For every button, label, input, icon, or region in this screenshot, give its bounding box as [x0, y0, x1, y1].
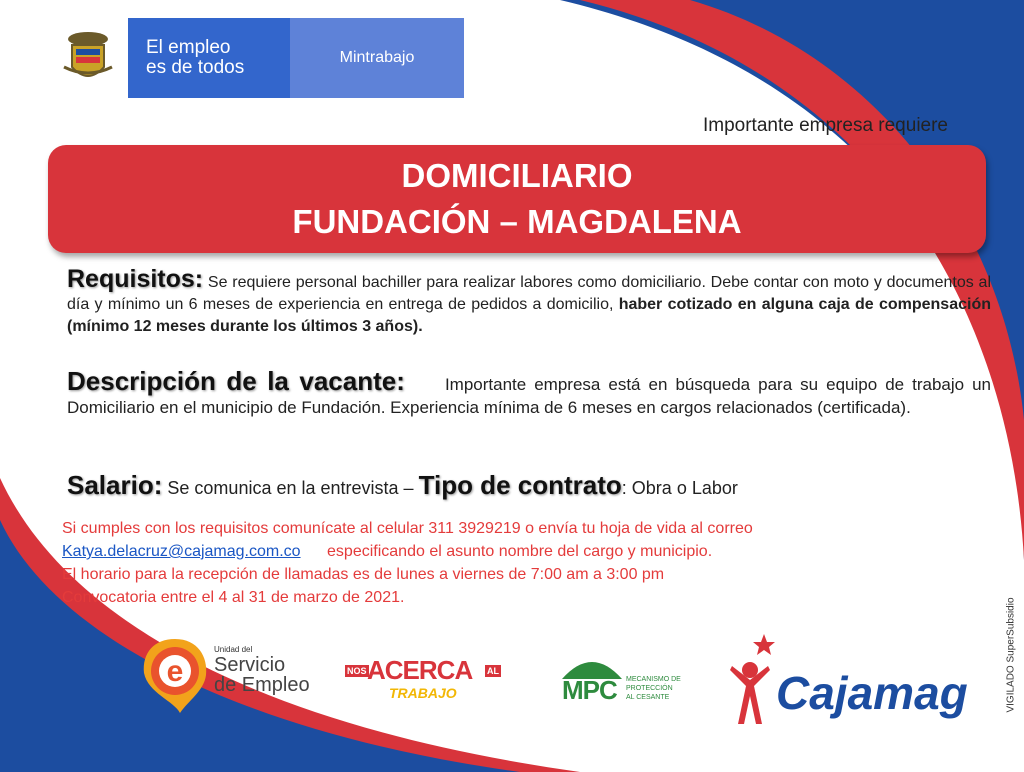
- intro-text: Importante empresa requiere: [702, 115, 948, 136]
- cajamag-figure-icon: [722, 630, 782, 730]
- vigilado-badge: [1001, 580, 1021, 730]
- servicio-small-text: Unidad del: [214, 645, 253, 654]
- gov-logo: [48, 18, 464, 98]
- requirements-text: Se requiere personal bachiller para realizar labores como domiciliario. Debe contar con moto y documentos al día y mínimo un 6 meses de experiencia en entrega de pedidos a domicilio,: [67, 274, 991, 313]
- servicio-empleo-logo: [140, 635, 330, 715]
- nos-acerca-logo: [345, 655, 505, 705]
- requirements-section: Requisitos: Se requiere personal bachiller para realizar labores como domiciliario. Debe contar con moto y documentos al día y mínimo un 6 meses de experiencia en entrega de pedidos a domicilio, haber cotizado en alguna caja de compensación (mínimo 12 meses durante los últimos 3 años).: [67, 265, 991, 335]
- salary-text: Se comunica en la entrevista –: [167, 478, 414, 498]
- mpc-line1: MECANISMO DE: [626, 676, 681, 683]
- description-heading: Descripción de la vacante:: [67, 366, 405, 396]
- contact-line3: El horario para la recepción de llamadas es de lunes a viernes de 7:00 am a 3:00 pm: [62, 566, 665, 583]
- requirements-bold-text: haber cotizado en alguna caja de compensación (mínimo 12 meses durante los últimos 3 años).: [67, 296, 991, 335]
- acerca-sub: TRABAJO: [389, 685, 457, 701]
- contact-line4: Convocatoria entre el 4 al 31 de marzo de 2021.: [62, 589, 405, 606]
- coat-of-arms-icon: [48, 18, 128, 98]
- gov-slogan-line1: El empleo: [146, 37, 231, 58]
- servicio-empleo-icon: [140, 635, 210, 715]
- acerca-al: AL: [487, 666, 499, 676]
- cajamag-logo: [722, 630, 998, 730]
- ministry-label: Mintrabajo: [290, 18, 464, 98]
- svg-text:e: e: [166, 655, 184, 688]
- contract-text: Obra o Labor: [631, 478, 738, 498]
- salary-heading: Salario: [67, 470, 154, 500]
- mpc-logo: [560, 645, 690, 715]
- cajamag-wordmark: Cajamag: [776, 667, 968, 719]
- mpc-abbr: MPC: [562, 675, 617, 705]
- description-text: Importante empresa está en búsqueda para su equipo de trabajo un Domiciliario en el municipio de Fundación. Experiencia mínima de 6 meses en cargos relacionados (certificada).: [67, 375, 992, 417]
- job-title-banner: [48, 145, 986, 253]
- gov-slogan: [128, 18, 290, 98]
- contract-heading: Tipo de contrato: [418, 470, 622, 500]
- description-section: [67, 366, 992, 419]
- servicio-line1: Servicio: [214, 654, 286, 676]
- email-link[interactable]: Katya.delacruz@cajamag.com.co: [62, 543, 301, 560]
- mpc-line3: AL CESANTE: [626, 694, 670, 701]
- gov-slogan-line2: es de todos: [146, 57, 245, 78]
- vigilado-text: VIGILADO SuperSubsidio: [1005, 597, 1017, 713]
- requirements-heading: Requisitos: [67, 265, 195, 293]
- mpc-text: [626, 675, 681, 702]
- servicio-line2: de Empleo: [214, 674, 310, 696]
- contact-line1: Si cumples con los requisitos comunícate al celular 311 3929219 o envía tu hoja de vida al correo: [62, 520, 753, 537]
- contact-section: [62, 517, 962, 609]
- mpc-line2: PROTECCIÓN: [626, 685, 673, 692]
- contact-line2: especificando el asunto nombre del cargo y municipio.: [327, 543, 713, 560]
- salary-section: Salario: Se comunica en la entrevista – Tipo de contrato: Obra o Labor: [67, 470, 738, 500]
- acerca-nos: NOS: [347, 666, 367, 676]
- job-location: FUNDACIÓN – MAGDALENA: [292, 203, 742, 240]
- job-title: DOMICILIARIO: [401, 157, 633, 194]
- acerca-main: ACERCA: [367, 655, 473, 685]
